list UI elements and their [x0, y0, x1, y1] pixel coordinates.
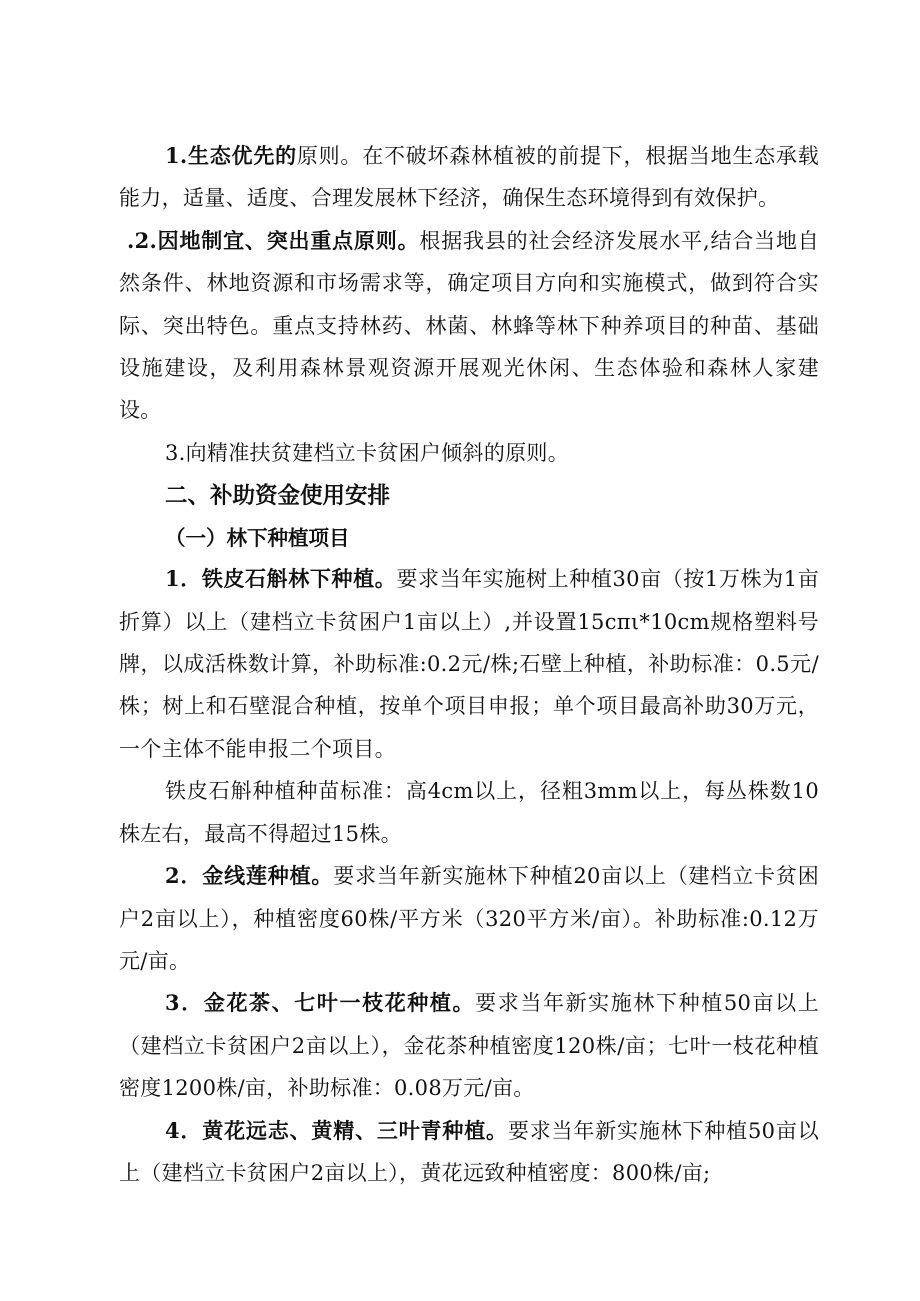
section-heading-funding: 二、补助资金使用安排: [165, 483, 391, 510]
principle-1-title: 1.生态优先的: [165, 143, 297, 168]
item-3-text: 要求当年新实施林下种植50亩以上（建档立卡贫困户2亩以上），金花茶种植密度120株/亩；七叶一枝花种植密度1200株/亩，补助标准：0.08万元/亩。: [119, 991, 819, 1101]
item-3-title: 3．金花茶、七叶一枝花种植。: [165, 990, 476, 1016]
item-1-text: 要求当年实施树上种植30亩（按1万株为1亩折算）以上（建档立卡贫困户1亩以上）,并设置15cπι*10cm规格塑料号牌，以成活株数计算，补助标准:0.2元/株;石壁上种植，补助标准：0.5元/株；树上和石壁混合种植，按单个项目申报；单个项目最高补助30万元，一个主体不能申报二个项目。: [119, 567, 819, 761]
principle-2-text: 根据我县的社会经济发展水平,结合当地自然条件、林地资源和市场需求等，确定项目方向和实施模式，做到符合实际、突出特色。重点支持林药、林菌、林蜂等林下种养项目的种苗、基础设施建设，及利用森林景观资源开展观光休闲、生态体验和森林人家建设。: [119, 228, 820, 423]
principle-2-title: .2.因地制宜、突出重点原则。: [127, 227, 420, 253]
document-body: [119, 135, 819, 1194]
item-1-dendrobium: [119, 558, 819, 770]
paragraph-principle-3: 3.向精准扶贫建档立卡贫困户倾斜的原则。: [165, 440, 570, 465]
subsection-heading-planting: （一）林下种植项目: [165, 526, 350, 551]
item-4-polygala-polygonatum: [119, 1110, 819, 1195]
item-3-camellia-paris: [119, 982, 819, 1109]
item-2-text: 要求当年新实施林下种植20亩以上（建档立卡贫困户2亩以上），种植密度60株/平方米（320平方米/亩）。补助标准:0.12万元/亩。: [119, 864, 819, 973]
item-2-anoectochilus: [119, 855, 819, 982]
principle-1-text: 原则。在不破坏森林植被的前提下，根据当地生态承载能力，适量、适度、合理发展林下经济，确保生态环境得到有效保护。: [119, 144, 819, 211]
item-2-title: 2．金线莲种植。: [165, 863, 334, 889]
item-1-seedling-standard: 铁皮石斛种植种苗标准：高4cm以上，径粗3mm以上，每丛株数10株左右，最高不得超过15株。: [119, 779, 819, 846]
paragraph-principle-1: [119, 135, 819, 220]
item-1-title: 1．铁皮石斛林下种植。: [165, 566, 397, 592]
item-4-title: 4．黄花远志、黄精、三叶青种植。: [165, 1117, 508, 1143]
paragraph-principle-2: [119, 220, 819, 432]
item-4-text: 要求当年新实施林下种植50亩以上（建档立卡贫困户2亩以上），黄花远致种植密度：800株/亩;: [119, 1118, 819, 1185]
